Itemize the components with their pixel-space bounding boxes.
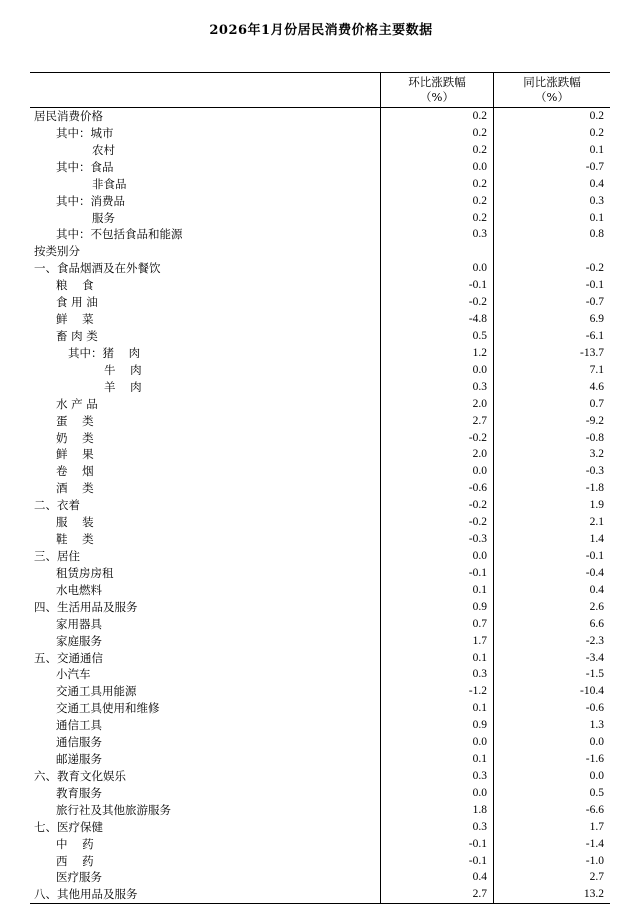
row-label: 卷 烟: [56, 464, 94, 479]
row-label: 牛 肉: [104, 362, 142, 377]
row-label: 粮 食: [56, 278, 94, 293]
row-yoy-value: 6.6: [589, 617, 604, 630]
row-yoy-value: -13.7: [580, 346, 604, 359]
header-yoy-unit: （%）: [535, 90, 569, 104]
table-row: [30, 480, 610, 497]
row-mom-value: -0.1: [468, 854, 487, 867]
row-label: 服 装: [56, 515, 94, 530]
row-label: 中 药: [56, 836, 94, 851]
table-row: [30, 159, 610, 176]
row-label: 奶 类: [56, 430, 94, 445]
row-yoy-value: 0.8: [589, 228, 604, 241]
table-row: [30, 497, 610, 514]
row-label: 通信工具: [56, 718, 102, 733]
row-label: 其中：食品: [56, 159, 114, 174]
row-mom-value: 2.7: [472, 414, 487, 427]
row-label: 小汽车: [56, 667, 91, 682]
row-mom-value: 0.1: [472, 753, 487, 766]
row-mom-value: 0.9: [472, 600, 487, 613]
row-mom-value: 0.3: [472, 668, 487, 681]
table-row: [30, 666, 610, 683]
table-row: [30, 599, 610, 616]
table-row: [30, 734, 610, 751]
table-row: [30, 243, 610, 260]
row-label: 其中：城市: [56, 125, 114, 140]
row-mom-value: 0.0: [472, 262, 487, 275]
row-yoy-value: -1.6: [585, 753, 604, 766]
row-mom-value: 0.3: [472, 380, 487, 393]
row-mom-value: 0.2: [472, 194, 487, 207]
row-mom-value: 0.0: [472, 736, 487, 749]
table-row: [30, 869, 610, 886]
row-yoy-value: 0.5: [589, 786, 604, 799]
row-mom-value: 0.2: [472, 143, 487, 156]
row-mom-value: 1.8: [472, 803, 487, 816]
row-label: 租赁房房租: [56, 565, 114, 580]
row-label: 畜 肉 类: [56, 328, 98, 343]
table-row: [30, 142, 610, 159]
row-yoy-value: 1.4: [589, 533, 604, 546]
row-label: 八、其他用品及服务: [34, 887, 138, 902]
table-row: [30, 125, 610, 142]
header-mom-label: 环比涨跌幅: [408, 75, 466, 89]
table-row: [30, 751, 610, 768]
row-mom-value: 0.7: [472, 617, 487, 630]
row-label: 一、食品烟酒及在外餐饮: [34, 261, 161, 276]
row-label: 七、医疗保健: [34, 819, 103, 834]
cpi-table: [30, 72, 610, 904]
header-yoy: [493, 73, 610, 107]
row-mom-value: 0.2: [472, 211, 487, 224]
row-yoy-value: -0.6: [585, 702, 604, 715]
table-row: [30, 108, 610, 125]
row-mom-value: 0.0: [472, 465, 487, 478]
row-mom-value: -0.3: [468, 533, 487, 546]
row-yoy-value: -0.1: [585, 279, 604, 292]
row-label: 羊 肉: [104, 379, 142, 394]
row-yoy-value: 0.0: [589, 769, 604, 782]
row-label: 邮递服务: [56, 752, 102, 767]
row-label: 二、衣着: [34, 498, 80, 513]
row-yoy-value: 0.1: [589, 143, 604, 156]
row-yoy-value: 2.7: [589, 871, 604, 884]
row-label: 非食品: [92, 176, 127, 191]
row-mom-value: 0.3: [472, 228, 487, 241]
row-label: 酒 类: [56, 481, 94, 496]
table-row: [30, 565, 610, 582]
row-mom-value: 2.0: [472, 397, 487, 410]
row-label: 服务: [92, 210, 115, 225]
row-label: 交通工具用能源: [56, 684, 137, 699]
row-mom-value: -4.8: [468, 313, 487, 326]
table-body: [30, 108, 610, 903]
row-mom-value: -0.1: [468, 566, 487, 579]
table-row: [30, 362, 610, 379]
row-yoy-value: -10.4: [580, 685, 604, 698]
table-row: [30, 294, 610, 311]
row-mom-value: 2.7: [472, 888, 487, 901]
row-yoy-value: 2.1: [589, 516, 604, 529]
table-row: [30, 548, 610, 565]
row-yoy-value: -6.6: [585, 803, 604, 816]
row-mom-value: 0.0: [472, 786, 487, 799]
row-mom-value: 0.3: [472, 769, 487, 782]
row-yoy-value: -0.7: [585, 296, 604, 309]
row-mom-value: -0.2: [468, 431, 487, 444]
table-row: [30, 683, 610, 700]
row-mom-value: -0.1: [468, 279, 487, 292]
row-yoy-value: -2.3: [585, 634, 604, 647]
row-yoy-value: -0.7: [585, 160, 604, 173]
row-yoy-value: -0.2: [585, 262, 604, 275]
table-row: [30, 886, 610, 903]
table-row: [30, 582, 610, 599]
table-row: [30, 768, 610, 785]
row-mom-value: 0.2: [472, 126, 487, 139]
row-label: 蛋 类: [56, 413, 94, 428]
row-mom-value: 0.5: [472, 329, 487, 342]
table-row: [30, 260, 610, 277]
row-label: 三、居住: [34, 548, 80, 563]
row-label: 四、生活用品及服务: [34, 599, 138, 614]
row-label: 食 用 油: [56, 295, 98, 310]
table-row: [30, 396, 610, 413]
table-row: [30, 717, 610, 734]
row-label: 其中：消费品: [56, 193, 125, 208]
row-yoy-value: 0.4: [589, 583, 604, 596]
row-mom-value: 0.4: [472, 871, 487, 884]
row-label: 鲜 菜: [56, 312, 94, 327]
row-yoy-value: -0.3: [585, 465, 604, 478]
header-yoy-label: 同比涨跌幅: [523, 75, 581, 89]
row-yoy-value: 0.1: [589, 211, 604, 224]
row-label: 居民消费价格: [34, 109, 103, 123]
row-mom-value: 0.2: [472, 110, 487, 122]
table-row: [30, 430, 610, 447]
table-row: [30, 853, 610, 870]
row-yoy-value: 0.0: [589, 736, 604, 749]
row-yoy-value: 0.3: [589, 194, 604, 207]
row-label: 五、交通通信: [34, 650, 103, 665]
row-label: 其中：猪 肉: [68, 345, 141, 360]
row-yoy-value: -9.2: [585, 414, 604, 427]
table-row: [30, 785, 610, 802]
row-yoy-value: 1.7: [589, 820, 604, 833]
table-row: [30, 379, 610, 396]
row-mom-value: -1.2: [468, 685, 487, 698]
table-row: [30, 819, 610, 836]
row-yoy-value: 0.4: [589, 177, 604, 190]
table-row: [30, 210, 610, 227]
row-mom-value: 0.0: [472, 363, 487, 376]
table-row: [30, 650, 610, 667]
row-label: 水电燃料: [56, 582, 102, 597]
table-row: [30, 345, 610, 362]
table-row: [30, 193, 610, 210]
table-row: [30, 463, 610, 480]
row-label: 水 产 品: [56, 396, 98, 411]
row-mom-value: -0.6: [468, 482, 487, 495]
table-row: [30, 226, 610, 243]
row-label: 旅行社及其他旅游服务: [56, 802, 171, 817]
table-row: [30, 328, 610, 345]
table-row: [30, 836, 610, 853]
row-yoy-value: -0.1: [585, 549, 604, 562]
row-label: 鞋 类: [56, 532, 94, 547]
table-row: [30, 413, 610, 430]
row-yoy-value: -6.1: [585, 329, 604, 342]
table-row: [30, 531, 610, 548]
row-yoy-value: -1.4: [585, 837, 604, 850]
row-label: 农村: [92, 142, 115, 157]
row-mom-value: 0.3: [472, 820, 487, 833]
row-mom-value: 0.1: [472, 702, 487, 715]
row-mom-value: 1.7: [472, 634, 487, 647]
row-mom-value: 2.0: [472, 448, 487, 461]
table-row: [30, 277, 610, 294]
table-row: [30, 176, 610, 193]
row-yoy-value: 1.3: [589, 719, 604, 732]
row-label: 鲜 果: [56, 447, 94, 462]
header-mom: [380, 73, 493, 107]
row-yoy-value: -3.4: [585, 651, 604, 664]
row-label: 家用器具: [56, 616, 102, 631]
row-yoy-value: 13.2: [583, 888, 604, 901]
row-yoy-value: -0.8: [585, 431, 604, 444]
row-yoy-value: 7.1: [589, 363, 604, 376]
row-yoy-value: 1.9: [589, 499, 604, 512]
row-mom-value: -0.2: [468, 516, 487, 529]
header-mom-unit: （%）: [420, 90, 454, 104]
table-row: [30, 514, 610, 531]
row-mom-value: 0.0: [472, 160, 487, 173]
row-yoy-value: 3.2: [589, 448, 604, 461]
row-label: 交通工具使用和维修: [56, 701, 160, 716]
row-mom-value: -0.1: [468, 837, 487, 850]
row-mom-value: 0.1: [472, 651, 487, 664]
row-yoy-value: 0.2: [589, 126, 604, 139]
row-mom-value: 0.2: [472, 177, 487, 190]
row-label: 六、教育文化娱乐: [34, 768, 126, 783]
row-yoy-value: -1.5: [585, 668, 604, 681]
row-mom-value: 1.2: [472, 346, 487, 359]
row-label: 家庭服务: [56, 633, 102, 648]
row-yoy-value: -1.8: [585, 482, 604, 495]
row-mom-value: 0.9: [472, 719, 487, 732]
row-label: 西 药: [56, 853, 94, 868]
table-row: [30, 311, 610, 328]
row-yoy-value: 2.6: [589, 600, 604, 613]
row-yoy-value: 6.9: [589, 313, 604, 326]
table-row: [30, 700, 610, 717]
table-row: [30, 802, 610, 819]
table-row: [30, 633, 610, 650]
table-header: [30, 73, 610, 108]
row-label: 通信服务: [56, 735, 102, 750]
row-yoy-value: -1.0: [585, 854, 604, 867]
row-label: 教育服务: [56, 785, 102, 800]
row-mom-value: -0.2: [468, 296, 487, 309]
table-row: [30, 616, 610, 633]
row-label: 医疗服务: [56, 870, 102, 885]
row-mom-value: 0.1: [472, 583, 487, 596]
row-mom-value: -0.2: [468, 499, 487, 512]
table-row: [30, 446, 610, 463]
row-mom-value: 0.0: [472, 549, 487, 562]
row-label: 其中：不包括食品和能源: [56, 227, 183, 242]
row-yoy-value: 0.2: [589, 110, 604, 122]
row-yoy-value: 0.7: [589, 397, 604, 410]
row-yoy-value: -0.4: [585, 566, 604, 579]
row-label: 按类别分: [34, 244, 80, 259]
page-title: 2026年1月份居民消费价格主要数据: [209, 23, 433, 38]
row-yoy-value: 4.6: [589, 380, 604, 393]
